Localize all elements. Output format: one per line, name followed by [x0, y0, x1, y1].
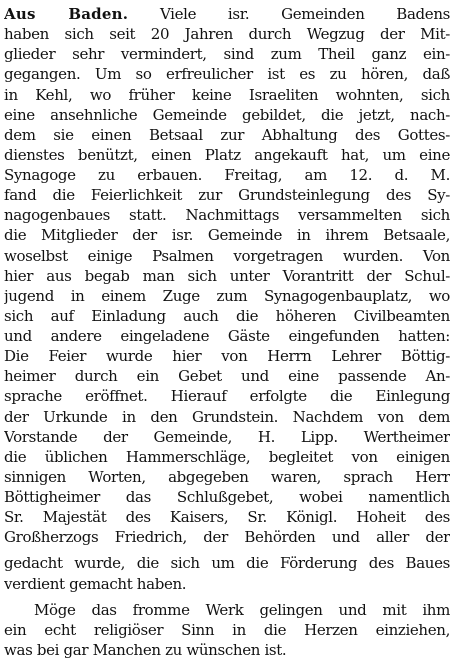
article-line: Synagoge zu erbauen. Freitag, am 12. d. M.: [4, 166, 450, 184]
article-line: gegangen. Um so erfreulicher ist es zu hören, daß: [4, 65, 450, 84]
article-line: glieder sehr vermindert, sind zum Theil ganz ein-: [4, 45, 450, 64]
article-line: fand die Feierlichkeit zur Grundsteinlegung des Sy-: [4, 186, 450, 205]
article-line: jugend in einem Zuge zum Synagogenbauplatz, wo: [4, 286, 450, 305]
article-line: Böttigheimer das Schlußgebet, wobei namentlich: [4, 488, 450, 506]
article-line: haben sich seit 20 Jahren durch Wegzug der Mit-: [4, 25, 450, 44]
article-line: der Urkunde in den Grundstein. Nachdem von dem: [4, 407, 450, 426]
article-line: Möge das fromme Werk gelingen und mit ihm: [34, 600, 450, 619]
article-line: sprache eröffnet. Hierauf erfolgte die Einlegung: [4, 387, 450, 406]
article-line: heimer durch ein Gebet und eine passende An-: [4, 367, 450, 386]
article-line: woselbst einige Psalmen vorgetragen wurden. Von: [4, 246, 450, 265]
article-line: Die Feier wurde hier von Herrn Lehrer Böttig-: [4, 347, 450, 366]
article-line: in Kehl, wo früher keine Israeliten wohnten, sich: [4, 85, 450, 104]
article-line-text: Viele isr. Gemeinden Badens: [159, 5, 450, 23]
article-line: Sr. Majestät des Kaisers, Sr. Königl. Hoheit des: [4, 508, 450, 527]
article-line: nagogenbaues statt. Nachmittags versammelten sich: [4, 206, 450, 225]
article-line: Vorstande der Gemeinde, H. Lipp. Wertheimer: [4, 427, 450, 446]
article-line: und andere eingeladene Gäste eingefunden hatten:: [4, 327, 450, 345]
article-line: dienstes benützt, einen Platz angekauft hat, um eine: [4, 145, 450, 164]
article-line: verdient gemacht haben.: [4, 574, 187, 593]
article-line: hier aus begab man sich unter Vorantritt der Schul-: [4, 266, 450, 285]
article-line: sinnigen Worten, abgegeben waren, sprach Herr: [4, 467, 450, 486]
newspaper-article: [4, 4, 450, 664]
article-line: gedacht wurde, die sich um die Förderung des Baues: [4, 554, 450, 573]
article-line: die Mitglieder der isr. Gemeinde in ihrem Betsaale,: [4, 226, 450, 245]
article-line: dem sie einen Betsaal zur Abhaltung des Gottes-: [4, 125, 450, 144]
article-line: ein echt religiöser Sinn in die Herzen einziehen,: [4, 620, 450, 639]
article-heading: Aus Baden.: [4, 5, 129, 23]
article-line: eine ansehnliche Gemeinde gebildet, die jetzt, nach-: [4, 105, 450, 124]
article-line: die üblichen Hammerschläge, begleitet von einigen: [4, 447, 450, 466]
article-line-1: [4, 4, 450, 24]
article-line: Großherzogs Friedrich, der Behörden und aller der: [4, 528, 450, 547]
article-line: sich auf Einladung auch die höheren Civilbeamten: [4, 306, 450, 325]
article-line: was bei gar Manchen zu wünschen ist.: [4, 640, 287, 659]
